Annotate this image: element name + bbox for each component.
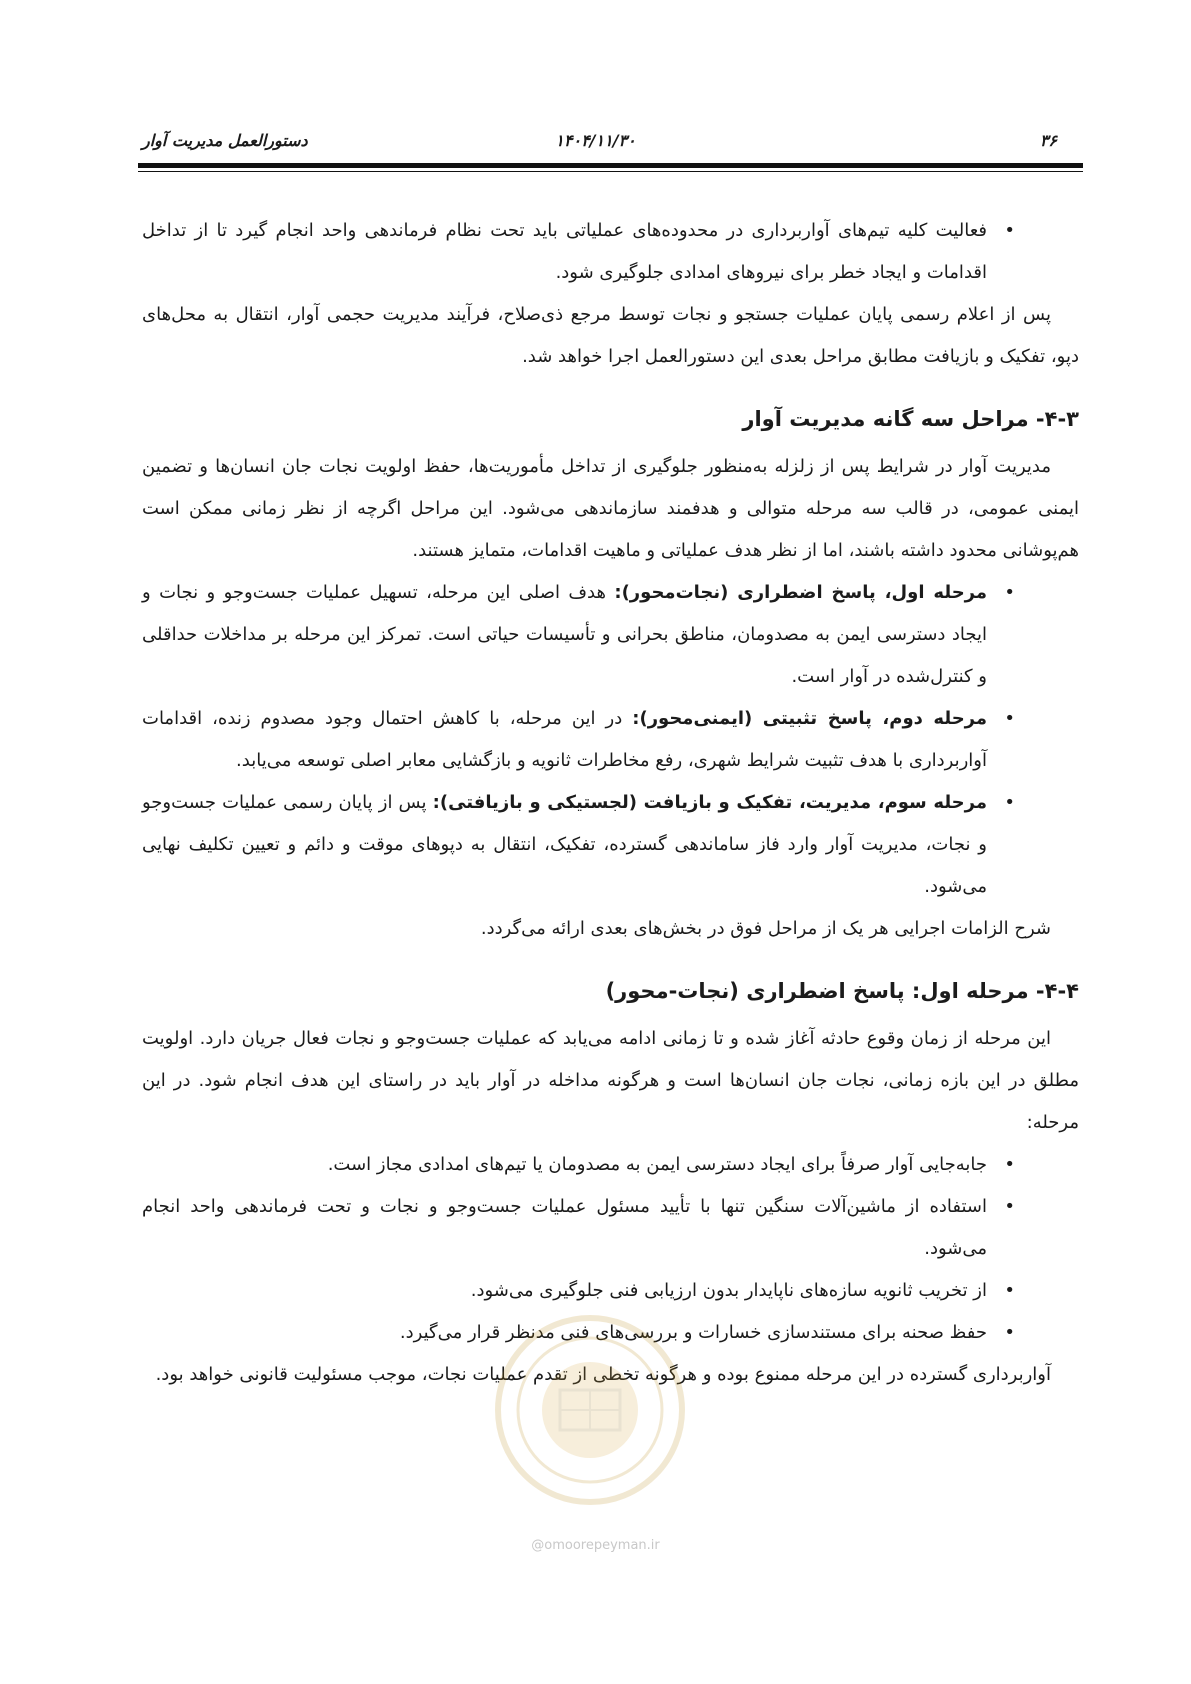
bullet-text: استفاده از ماشین‌آلات سنگین تنها با تأیید مسئول عملیات جست‌وجو و نجات و تحت فرماندهی واحد انجام می‌شود.	[142, 1196, 987, 1259]
bullet-text: هدف اصلی این مرحله، تسهیل عملیات جست‌وجو و نجات و ایجاد دسترسی ایمن به مصدومان، مناطق بحرانی و تأسیسات حیاتی است. تمرکز این مرحله بر مداخلات حداقلی و کنترل‌شده در آوار است.	[142, 582, 987, 687]
bullet-text: از تخریب ثانویه سازه‌های ناپایدار بدون ارزیابی فنی جلوگیری می‌شود.	[470, 1280, 987, 1301]
watermark-url: @omoorepeyman.ir	[531, 1538, 660, 1553]
bullet-item	[142, 1270, 1079, 1312]
section-heading: ۴-۳- مراحل سه گانه مدیریت آوار	[742, 407, 1079, 431]
bullet-item	[142, 1144, 1079, 1186]
section-heading: ۴-۴- مرحله اول: پاسخ اضطراری (نجات-محور)	[605, 979, 1079, 1003]
paragraph: پس از اعلام رسمی پایان عملیات جستجو و نجات توسط مرجع ذی‌صلاح، فرآیند مدیریت حجمی آوار، انتقال به محل‌های دپو، تفکیک و بازیافت مطابق مراحل بعدی این دستورالعمل اجرا خواهد شد.	[142, 304, 1079, 367]
header-date: ۱۴۰۴/۱۱/۳۰	[555, 131, 636, 150]
document-title: دستورالعمل مدیریت آوار	[142, 131, 308, 150]
bullet-bold-lead: مرحله دوم، پاسخ تثبیتی (ایمنی‌محور):	[632, 708, 988, 729]
bullet-bold-lead: مرحله اول، پاسخ اضطراری (نجات‌محور):	[614, 582, 988, 603]
paragraph: مدیریت آوار در شرایط پس از زلزله به‌منظور جلوگیری از تداخل مأموریت‌ها، حفظ اولویت نجات جان انسان‌ها و تضمین ایمنی عمومی، در قالب سه مرحله متوالی و هدفمند سازماندهی می‌شود. این مراحل اگرچه از نظر زمانی ممکن است هم‌پوشانی محدود داشته باشند، اما از نظر هدف عملیاتی و ماهیت اقدامات، متمایز هستند.	[142, 456, 1079, 561]
bullet-item	[142, 782, 1079, 908]
bullet-text: پس از پایان رسمی عملیات جست‌وجو و نجات، مدیریت آوار وارد فاز ساماندهی گسترده، تفکیک، انتقال به دپوهای موقت و دائم و تعیین تکلیف نهایی می‌شود.	[142, 792, 987, 897]
paragraph: شرح الزامات اجرایی هر یک از مراحل فوق در بخش‌های بعدی ارائه می‌گردد.	[480, 918, 1051, 939]
bullet-text: فعالیت کلیه تیم‌های آواربرداری در محدوده‌های عملیاتی باید تحت نظام فرماندهی واحد انجام گیرد تا از تداخل اقدامات و ایجاد خطر برای نیروهای امدادی جلوگیری شود.	[142, 220, 987, 283]
header-rule-thick	[138, 163, 1083, 168]
paragraph: این مرحله از زمان وقوع حادثه آغاز شده و تا زمانی ادامه می‌یابد که عملیات جست‌وجو و نجات فعال جریان دارد. اولویت مطلق در این بازه زمانی، نجات جان انسان‌ها است و هرگونه مداخله در آوار باید در راستای این هدف انجام شود. در این مرحله:	[142, 1028, 1079, 1133]
bullet-item	[142, 572, 1079, 698]
header-rule-thin	[138, 171, 1083, 172]
document-body	[142, 210, 1079, 1396]
paragraph: آواربرداری گسترده در این مرحله ممنوع بوده و هرگونه تخطی از تقدم عملیات نجات، موجب مسئولیت قانونی خواهد بود.	[155, 1364, 1051, 1385]
bullet-item	[142, 1186, 1079, 1270]
page-number: ۳۶	[1039, 131, 1057, 150]
bullet-item	[142, 1312, 1079, 1354]
bullet-item	[142, 210, 1079, 294]
bullet-text: در این مرحله، با کاهش احتمال وجود مصدوم زنده، اقدامات آواربرداری با هدف تثبیت شرایط شهری، رفع مخاطرات ثانویه و بازگشایی معابر اصلی توسعه می‌یابد.	[142, 708, 987, 771]
bullet-bold-lead: مرحله سوم، مدیریت، تفکیک و بازیافت (لجستیکی و بازیافتی):	[432, 792, 987, 813]
bullet-item	[142, 698, 1079, 782]
bullet-text: حفظ صحنه برای مستندسازی خسارات و بررسی‌های فنی مدنظر قرار می‌گیرد.	[399, 1322, 987, 1343]
bullet-text: جابه‌جایی آوار صرفاً برای ایجاد دسترسی ایمن به مصدومان یا تیم‌های امدادی مجاز است.	[327, 1154, 987, 1175]
